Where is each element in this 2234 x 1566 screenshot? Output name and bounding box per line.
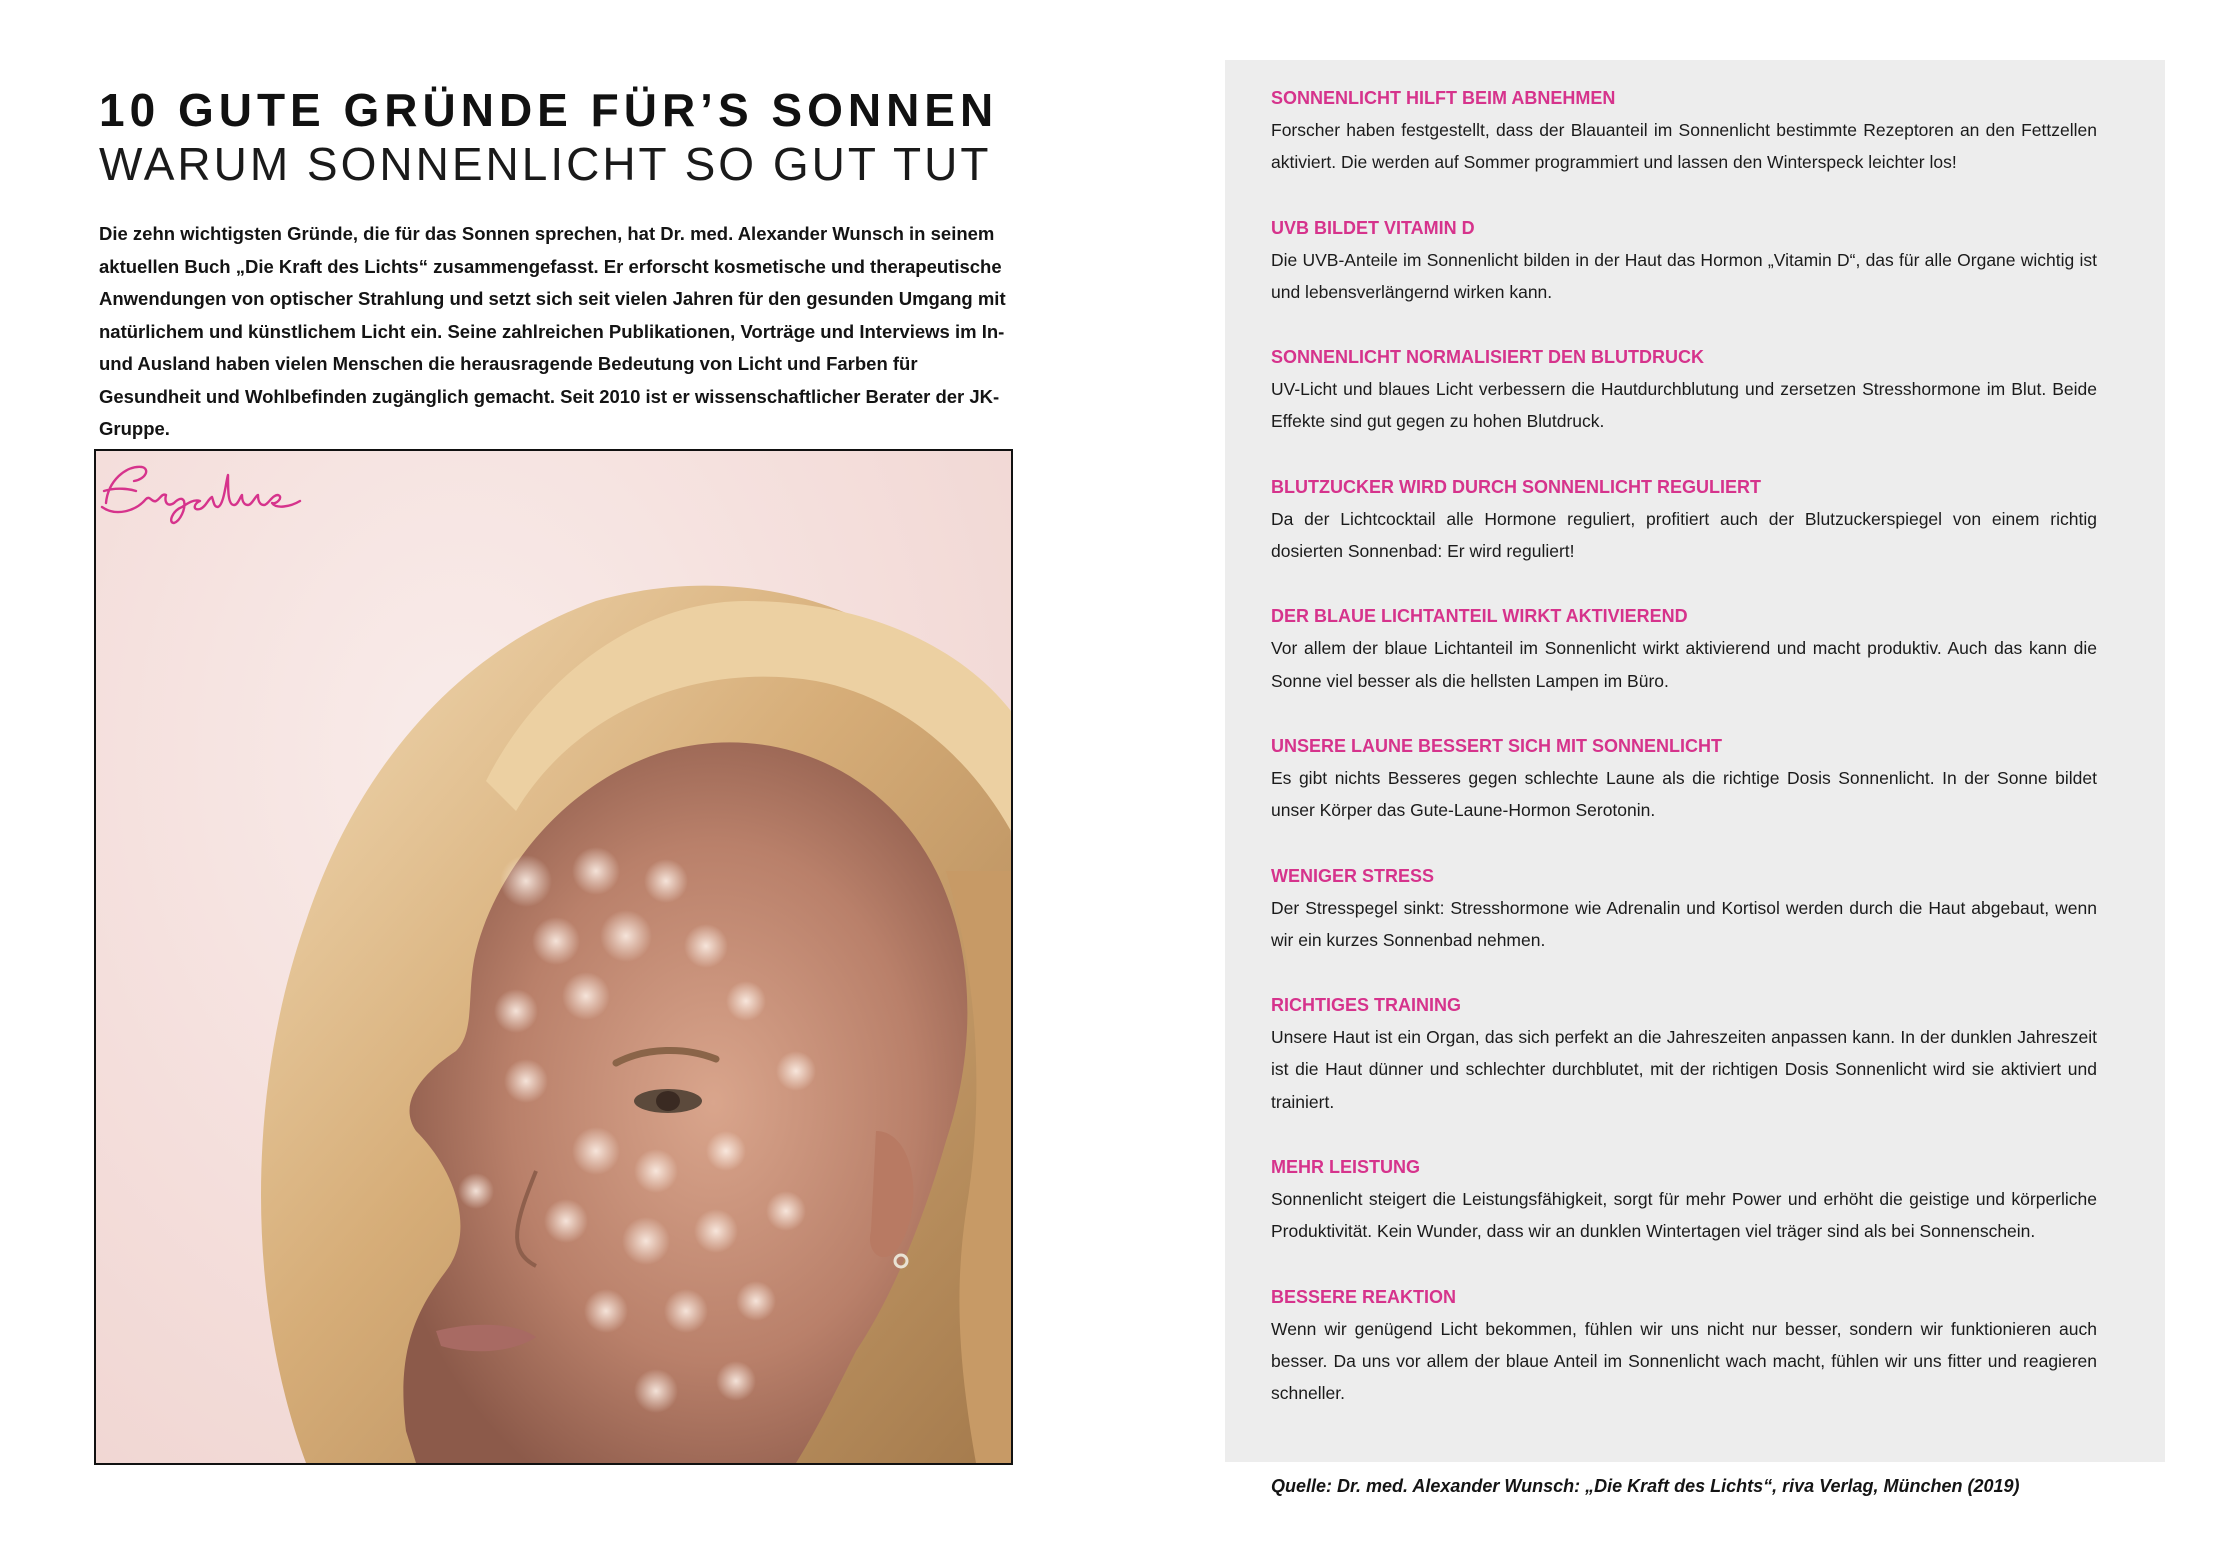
- reason-title: BLUTZUCKER WIRD DURCH SONNENLICHT REGULIERT: [1271, 476, 1761, 497]
- portrait-photo: [94, 449, 1013, 1465]
- source-citation: Quelle: Dr. med. Alexander Wunsch: „Die Kraft des Lichts“, riva Verlag, München (2019): [1271, 1476, 2020, 1496]
- reason-title: WENIGER STRESS: [1271, 865, 1435, 886]
- reason-text: Es gibt nichts Besseres gegen schlechte Laune als die richtige Dosis Sonnenlicht. In der Sonne bildet unser Körper das Gute-Laune-Hormon Serotonin.: [1271, 767, 2097, 821]
- reason-text: Wenn wir genügend Licht bekommen, fühlen wir uns nicht nur besser, sondern wir funktionieren auch besser. Da uns vor allem der blaue Anteil im Sonnenlicht wach macht, fühlen wir uns fitter und reagieren schneller.: [1271, 1318, 2097, 1404]
- woman-portrait-image: [96, 451, 1011, 1463]
- reason-text: Die UVB-Anteile im Sonnenlicht bilden in der Haut das Hormon „Vitamin D“, das für alle Organe wichtig ist und lebensverlängernd wirken kann.: [1271, 249, 2097, 302]
- reason-text: Vor allem der blaue Lichtanteil im Sonnenlicht wirkt aktivierend und macht produktiv. Auch das kann die Sonne viel besser als die hellsten Lampen im Büro.: [1271, 638, 2097, 691]
- reason-item: [1271, 82, 2097, 179]
- reason-item: [1271, 860, 2097, 957]
- reason-title: SONNENLICHT HILFT BEIM ABNEHMEN: [1271, 88, 1616, 108]
- reason-title: BESSERE REAKTION: [1271, 1286, 1457, 1307]
- reason-item: [1271, 600, 2097, 697]
- intro-paragraph: Die zehn wichtigsten Gründe, die für das Sonnen sprechen, hat Dr. med. Alexander Wunsch in seinem aktuellen Buch „Die Kraft des Lichts“ zusammengefasst. Er erforscht kosmetische und therapeutische Anwendungen von optischer Strahlung und setzt sich seit vielen Jahren für den gesunden Umgang mit natürlichem und künstlichem Licht ein. Seine zahlreichen Publikationen, Vorträge und Interviews im In- und Ausland haben vielen Menschen die herausragende Bedeutung von Licht und Farben für Gesundheit und Wohlbefinden zugänglich gemacht. Seit 2010 ist er wissenschaftlicher Berater der JK-Gruppe.: [99, 223, 1006, 439]
- page-title: 10 GUTE GRÜNDE FÜR’S SONNEN: [99, 84, 999, 136]
- reason-text: Der Stresspegel sinkt: Stresshormone wie Adrenalin und Kortisol werden durch die Haut abgebaut, wenn wir ein kurzes Sonnenbad nehmen.: [1271, 897, 2097, 950]
- reason-title: UNSERE LAUNE BESSERT SICH MIT SONNENLICHT: [1271, 735, 1723, 756]
- reason-text: Forscher haben festgestellt, dass der Blauanteil im Sonnenlicht bestimmte Rezeptoren an den Fettzellen aktiviert. Die werden auf Sommer programmiert und lassen den Winterspeck leichter los!: [1271, 120, 2097, 173]
- reasons-panel: [1225, 60, 2165, 1462]
- reason-title: MEHR LEISTUNG: [1271, 1157, 1421, 1178]
- reason-item: [1271, 471, 2097, 568]
- reason-text: Da der Lichtcocktail alle Hormone reguliert, profitiert auch der Blutzuckerspiegel von einem richtig dosierten Sonnenbad: Er wird reguliert!: [1271, 508, 2097, 562]
- reason-title: SONNENLICHT NORMALISIERT DEN BLUTDRUCK: [1271, 347, 1704, 368]
- reason-title: DER BLAUE LICHTANTEIL WIRKT AKTIVIEREND: [1271, 606, 1688, 627]
- reason-text: Sonnenlicht steigert die Leistungsfähigkeit, sorgt für mehr Power und erhöht die geistige und körperliche Produktivität. Kein Wunder, dass wir an dunklen Wintertagen viel träger sind als bei Sonnenschein.: [1271, 1189, 2097, 1242]
- reason-title: RICHTIGES TRAINING: [1271, 995, 1462, 1016]
- reason-item: [1271, 989, 2097, 1118]
- reason-item: [1271, 341, 2097, 438]
- left-column: [99, 84, 1014, 446]
- reason-title: UVB BILDET VITAMIN D: [1271, 217, 1475, 238]
- brand-logo: [96, 451, 306, 531]
- reason-item: [1271, 212, 2097, 309]
- reason-item: [1271, 1151, 2097, 1248]
- page-subtitle: WARUM SONNENLICHT SO GUT TUT: [99, 138, 992, 190]
- reason-item: [1271, 730, 2097, 827]
- reasons-list: [1271, 82, 2097, 1443]
- reason-item: [1271, 1281, 2097, 1410]
- reason-text: UV-Licht und blaues Licht verbessern die Hautdurchblutung und zersetzen Stresshormone im Blut. Beide Effekte sind gut gegen zu hohen Blutdruck.: [1271, 379, 2097, 432]
- reason-text: Unsere Haut ist ein Organ, das sich perfekt an die Jahreszeiten anpassen kann. In der dunklen Jahreszeit ist die Haut dünner und schlechter durchblutet, mit der richtigen Dosis Sonnenlicht wird sie aktiviert und trainiert.: [1271, 1027, 2097, 1112]
